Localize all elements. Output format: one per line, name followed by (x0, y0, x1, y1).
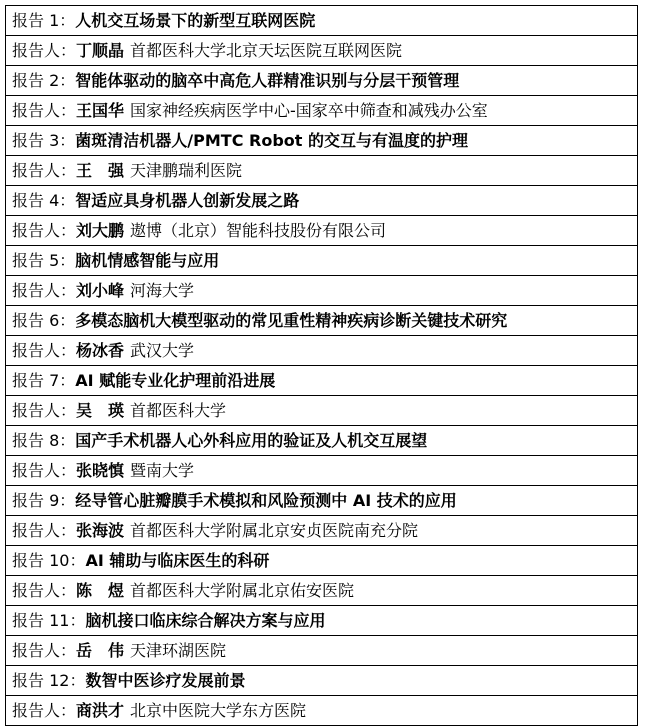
report-title-cell (6, 66, 638, 96)
speaker-name: 张海波 (76, 521, 125, 540)
report-title-row (6, 66, 638, 96)
report-title-line (6, 6, 637, 35)
speaker-label: 报告人： (12, 101, 77, 120)
report-speaker-row (6, 696, 638, 726)
report-title-line (6, 606, 637, 635)
report-speaker-cell (6, 276, 638, 306)
report-speaker-line (6, 456, 637, 485)
report-number: 报告 12： (12, 671, 86, 690)
report-title: AI 赋能专业化护理前沿进展 (75, 371, 276, 390)
report-number: 报告 5： (12, 251, 76, 270)
report-speaker-line (6, 36, 637, 65)
report-speaker-row (6, 396, 638, 426)
report-speaker-cell (6, 216, 638, 246)
report-number: 报告 8： (12, 431, 76, 450)
report-speaker-row (6, 96, 638, 126)
speaker-label: 报告人： (12, 161, 77, 180)
report-title-cell (6, 6, 638, 36)
speaker-name: 丁顺晶 (76, 41, 125, 60)
speaker-affiliation: 天津鹏瑞利医院 (130, 161, 243, 180)
speaker-name: 商洪才 (76, 701, 125, 720)
report-title: 数智中医诊疗发展前景 (85, 671, 246, 690)
speaker-affiliation: 首都医科大学附属北京安贞医院南充分院 (130, 521, 419, 540)
report-title-row (6, 666, 638, 696)
report-title-cell (6, 306, 638, 336)
report-speaker-cell (6, 516, 638, 546)
report-title: 人机交互场景下的新型互联网医院 (75, 11, 316, 30)
report-speaker-line (6, 96, 637, 125)
report-title-row (6, 306, 638, 336)
report-title-row (6, 6, 638, 36)
report-speaker-line (6, 156, 637, 185)
report-title: 脑机情感智能与应用 (75, 251, 220, 270)
report-speaker-cell (6, 156, 638, 186)
report-title-cell (6, 606, 638, 636)
speaker-name: 杨冰香 (76, 341, 125, 360)
report-speaker-row (6, 216, 638, 246)
report-speaker-line (6, 516, 637, 545)
report-number: 报告 7： (12, 371, 76, 390)
speaker-name: 岳 伟 (76, 641, 125, 660)
speaker-label: 报告人： (12, 341, 77, 360)
report-table-body (6, 6, 638, 726)
speaker-name: 刘大鹏 (76, 221, 125, 240)
report-speaker-cell (6, 696, 638, 726)
report-number: 报告 1： (12, 11, 76, 30)
report-title-cell (6, 186, 638, 216)
report-speaker-cell (6, 636, 638, 666)
report-title: 经导管心脏瓣膜手术模拟和风险预测中 AI 技术的应用 (75, 491, 457, 510)
speaker-affiliation: 首都医科大学 (130, 401, 227, 420)
report-title: AI 辅助与临床医生的科研 (85, 551, 270, 570)
speaker-affiliation: 首都医科大学附属北京佑安医院 (130, 581, 355, 600)
report-speaker-row (6, 576, 638, 606)
speaker-name: 刘小峰 (76, 281, 125, 300)
report-title-line (6, 426, 637, 455)
report-speaker-line (6, 336, 637, 365)
report-speaker-row (6, 36, 638, 66)
report-title-row (6, 366, 638, 396)
speaker-label: 报告人： (12, 41, 77, 60)
speaker-name: 王国华 (76, 101, 125, 120)
report-title-row (6, 126, 638, 156)
report-speaker-line (6, 696, 637, 725)
speaker-label: 报告人： (12, 461, 77, 480)
report-title-cell (6, 426, 638, 456)
report-speaker-row (6, 636, 638, 666)
report-speaker-row (6, 336, 638, 366)
speaker-affiliation: 遨博（北京）智能科技股份有限公司 (130, 221, 387, 240)
report-speaker-line (6, 636, 637, 665)
speaker-label: 报告人： (12, 641, 77, 660)
report-speaker-cell (6, 96, 638, 126)
report-number: 报告 10： (12, 551, 86, 570)
report-speaker-cell (6, 336, 638, 366)
report-title-line (6, 486, 637, 515)
speaker-label: 报告人： (12, 581, 77, 600)
speaker-affiliation: 首都医科大学北京天坛医院互联网医院 (130, 41, 403, 60)
report-title: 智适应具身机器人创新发展之路 (75, 191, 300, 210)
report-title-cell (6, 366, 638, 396)
report-title-cell (6, 486, 638, 516)
report-title-line (6, 306, 637, 335)
report-title-line (6, 366, 637, 395)
report-number: 报告 2： (12, 71, 76, 90)
speaker-name: 张晓慎 (76, 461, 125, 480)
report-title-line (6, 246, 637, 275)
report-title-cell (6, 666, 638, 696)
report-speaker-cell (6, 396, 638, 426)
report-speaker-cell (6, 456, 638, 486)
speaker-label: 报告人： (12, 281, 77, 300)
report-number: 报告 11： (12, 611, 86, 630)
report-title-line (6, 546, 637, 575)
report-speaker-line (6, 276, 637, 305)
report-title-row (6, 246, 638, 276)
speaker-affiliation: 河海大学 (130, 281, 195, 300)
report-speaker-cell (6, 36, 638, 66)
report-title-row (6, 546, 638, 576)
report-table (5, 5, 638, 726)
report-speaker-row (6, 156, 638, 186)
report-speaker-row (6, 516, 638, 546)
report-speaker-row (6, 456, 638, 486)
report-title-line (6, 66, 637, 95)
report-speaker-cell (6, 576, 638, 606)
report-title-row (6, 486, 638, 516)
speaker-affiliation: 国家神经疾病医学中心-国家卒中筛查和减残办公室 (130, 101, 488, 120)
report-title-cell (6, 246, 638, 276)
report-title-cell (6, 546, 638, 576)
report-title-row (6, 186, 638, 216)
speaker-label: 报告人： (12, 401, 77, 420)
report-number: 报告 6： (12, 311, 76, 330)
speaker-label: 报告人： (12, 701, 77, 720)
speaker-affiliation: 武汉大学 (130, 341, 195, 360)
report-title-line (6, 126, 637, 155)
report-speaker-line (6, 396, 637, 425)
speaker-name: 陈 煜 (76, 581, 125, 600)
speaker-affiliation: 暨南大学 (130, 461, 195, 480)
report-title: 多模态脑机大模型驱动的常见重性精神疾病诊断关键技术研究 (75, 311, 508, 330)
report-speaker-line (6, 576, 637, 605)
speaker-label: 报告人： (12, 221, 77, 240)
speaker-affiliation: 天津环湖医院 (130, 641, 227, 660)
report-number: 报告 4： (12, 191, 76, 210)
report-title-line (6, 186, 637, 215)
report-title-row (6, 426, 638, 456)
report-title: 国产手术机器人心外科应用的验证及人机交互展望 (75, 431, 428, 450)
report-title-cell (6, 126, 638, 156)
report-number: 报告 9： (12, 491, 76, 510)
speaker-name: 吴 瑛 (76, 401, 125, 420)
speaker-label: 报告人： (12, 521, 77, 540)
report-title-line (6, 666, 637, 695)
report-title-row (6, 606, 638, 636)
report-title: 脑机接口临床综合解决方案与应用 (85, 611, 326, 630)
report-speaker-line (6, 216, 637, 245)
report-speaker-row (6, 276, 638, 306)
report-title: 菌斑清洁机器人/PMTC Robot 的交互与有温度的护理 (75, 131, 468, 150)
speaker-name: 王 强 (76, 161, 125, 180)
report-number: 报告 3： (12, 131, 76, 150)
speaker-affiliation: 北京中医院大学东方医院 (130, 701, 307, 720)
report-title: 智能体驱动的脑卒中高危人群精准识别与分层干预管理 (75, 71, 460, 90)
